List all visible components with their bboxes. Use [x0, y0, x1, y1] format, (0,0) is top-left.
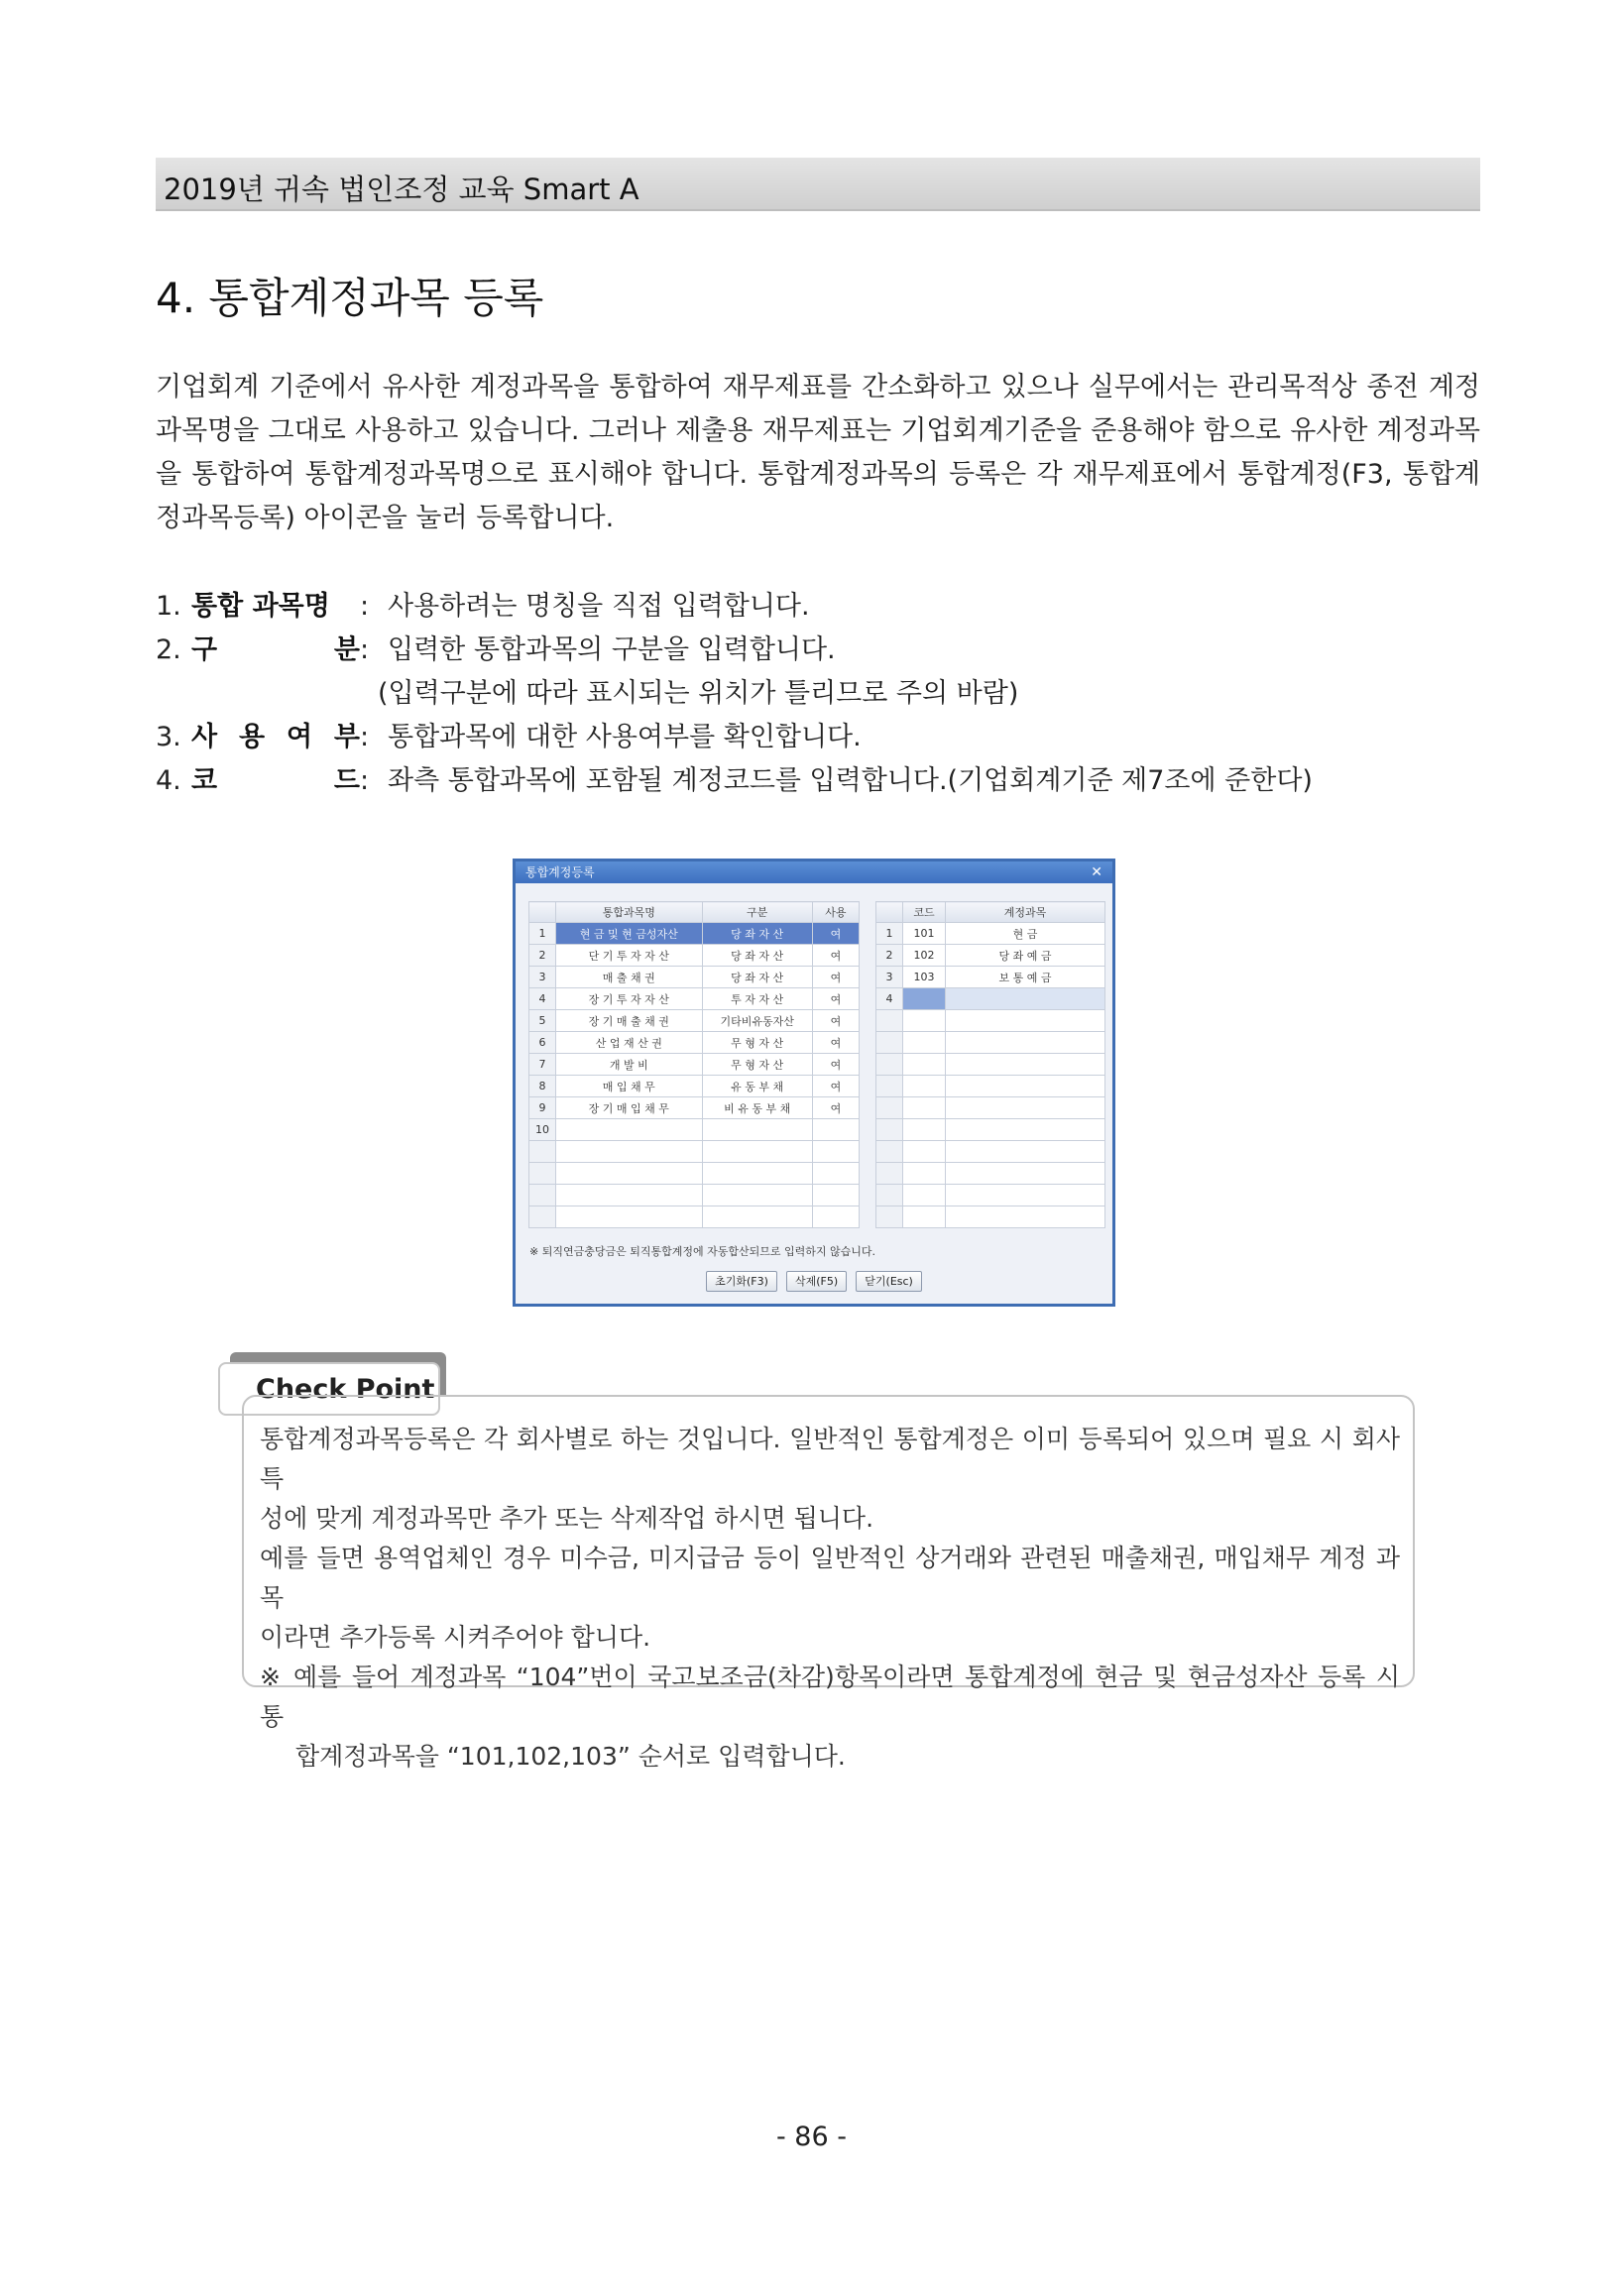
- row-number: [876, 1206, 903, 1228]
- account-name-cell[interactable]: 당 좌 예 금: [946, 945, 1105, 967]
- list-text: 통합과목에 대한 사용여부를 확인합니다.: [388, 722, 862, 752]
- row-number: [876, 1119, 903, 1141]
- list-number: 1.: [156, 591, 181, 622]
- list-item: 4. 코 드 : 좌측 통합과목에 포함될 계정코드를 입력합니다.(기업회계기준 제7조에 준한다): [156, 759, 1480, 803]
- integrated-name-cell[interactable]: [556, 1185, 702, 1206]
- list-label: 사 용 여 부: [191, 722, 360, 752]
- checkpoint-line: 통합계정과목등록은 각 회사별로 하는 것입니다. 일반적인 통합계정은 이미 등록되어 있으며 필요 시 회사 특: [260, 1425, 1400, 1493]
- account-name-cell[interactable]: [946, 988, 1105, 1010]
- type-cell[interactable]: 무 형 자 산: [702, 1054, 812, 1076]
- row-number: [529, 1206, 556, 1228]
- type-cell[interactable]: 당 좌 자 산: [702, 967, 812, 988]
- list-label: 구 분: [191, 634, 360, 665]
- integrated-name-cell[interactable]: [556, 1141, 702, 1163]
- row-number: [876, 1163, 903, 1185]
- account-name-cell[interactable]: [946, 1097, 1105, 1119]
- code-cell[interactable]: [903, 1076, 946, 1097]
- dialog-title: 통합계정등록: [525, 865, 595, 879]
- use-cell[interactable]: [812, 1185, 859, 1206]
- intro-line: 정과목등록) 아이콘을 눌러 등록합니다.: [156, 503, 615, 533]
- list-item: 1. 통합 과목명 : 사용하려는 명칭을 직접 입력합니다.: [156, 585, 1480, 629]
- account-name-cell[interactable]: [946, 1185, 1105, 1206]
- code-cell[interactable]: 103: [903, 967, 946, 988]
- list-number: 4.: [156, 765, 181, 796]
- account-name-cell[interactable]: [946, 1076, 1105, 1097]
- table-row[interactable]: [529, 1185, 860, 1206]
- close-button[interactable]: 닫기(Esc): [856, 1271, 922, 1292]
- row-number: 1: [876, 923, 903, 945]
- table-row[interactable]: [529, 1163, 860, 1185]
- list-label: 통합 과목명: [191, 591, 330, 622]
- reset-button[interactable]: 초기화(F3): [706, 1271, 777, 1292]
- use-cell[interactable]: 여: [812, 1032, 859, 1054]
- type-cell[interactable]: 투 자 자 산: [702, 988, 812, 1010]
- list-text: 입력한 통합과목의 구분을 입력합니다.: [388, 634, 836, 665]
- column-header[interactable]: 코드: [903, 902, 946, 923]
- table-row[interactable]: [529, 1119, 860, 1141]
- use-cell[interactable]: 여: [812, 1076, 859, 1097]
- column-header[interactable]: 사용: [812, 902, 859, 923]
- code-cell[interactable]: [903, 1054, 946, 1076]
- row-number: [529, 1141, 556, 1163]
- integrated-name-cell[interactable]: 산 업 재 산 권: [556, 1032, 702, 1054]
- account-name-cell[interactable]: 현 금: [946, 923, 1105, 945]
- code-cell[interactable]: 102: [903, 945, 946, 967]
- type-cell[interactable]: [702, 1185, 812, 1206]
- table-row[interactable]: [876, 967, 1105, 988]
- table-row[interactable]: [876, 1119, 1105, 1141]
- row-number: 1: [529, 923, 556, 945]
- use-cell[interactable]: [812, 1141, 859, 1163]
- integrated-name-cell[interactable]: 매 입 채 무: [556, 1076, 702, 1097]
- code-cell[interactable]: [903, 1032, 946, 1054]
- checkpoint-text: [260, 1420, 1400, 1777]
- intro-line: 을 통합하여 통합계정과목명으로 표시해야 합니다. 통합계정과목의 등록은 각 재무제표에서 통합계정(F3, 통합계: [156, 459, 1480, 490]
- use-cell[interactable]: 여: [812, 923, 859, 945]
- type-cell[interactable]: 기타비유동자산: [702, 1010, 812, 1032]
- table-row[interactable]: [529, 923, 860, 945]
- list-label: 코 드: [191, 765, 360, 796]
- row-number: [876, 1010, 903, 1032]
- type-cell[interactable]: [702, 1163, 812, 1185]
- checkpoint-line: 예를 들면 용역업체인 경우 미수금, 미지급금 등이 일반적인 상거래와 관련된 매출채권, 매입채무 계정 과목: [260, 1544, 1400, 1612]
- account-name-cell[interactable]: [946, 1010, 1105, 1032]
- row-number: 10: [529, 1119, 556, 1141]
- code-cell[interactable]: [903, 1010, 946, 1032]
- table-row[interactable]: [529, 1206, 860, 1228]
- use-cell[interactable]: 여: [812, 988, 859, 1010]
- code-cell[interactable]: [903, 1163, 946, 1185]
- column-header[interactable]: 계정과목: [946, 902, 1105, 923]
- row-number: 9: [529, 1097, 556, 1119]
- code-cell[interactable]: [903, 988, 946, 1010]
- use-cell[interactable]: [812, 1163, 859, 1185]
- row-number: [876, 1097, 903, 1119]
- row-number: 2: [529, 945, 556, 967]
- table-row[interactable]: [876, 1141, 1105, 1163]
- code-cell[interactable]: [903, 1097, 946, 1119]
- intro-paragraph: [156, 366, 1480, 540]
- checkpoint-line: 합계정과목을 “101,102,103” 순서로 입력합니다.: [295, 1742, 846, 1771]
- row-number: 7: [529, 1054, 556, 1076]
- table-row[interactable]: [876, 923, 1105, 945]
- document-header: [156, 158, 1480, 211]
- integrated-name-cell[interactable]: [556, 1119, 702, 1141]
- table-row[interactable]: [876, 1163, 1105, 1185]
- list-text: 좌측 통합과목에 포함될 계정코드를 입력합니다.(기업회계기준 제7조에 준한다): [388, 765, 1313, 796]
- row-number: 6: [529, 1032, 556, 1054]
- account-name-cell[interactable]: [946, 1141, 1105, 1163]
- code-cell[interactable]: [903, 1141, 946, 1163]
- use-cell[interactable]: 여: [812, 1010, 859, 1032]
- account-name-cell[interactable]: 보 통 예 금: [946, 967, 1105, 988]
- row-number: 5: [529, 1010, 556, 1032]
- row-number: [529, 1185, 556, 1206]
- close-icon[interactable]: ✕: [1091, 864, 1102, 880]
- checkpoint-line: 이라면 추가등록 시켜주어야 합니다.: [260, 1623, 651, 1652]
- column-header[interactable]: 통합과목명: [556, 902, 702, 923]
- account-name-cell[interactable]: [946, 1054, 1105, 1076]
- use-cell[interactable]: [812, 1119, 859, 1141]
- checkpoint-title: Check Point: [256, 1374, 435, 1405]
- table-row[interactable]: [876, 1032, 1105, 1054]
- integrated-name-cell[interactable]: [556, 1163, 702, 1185]
- row-number: [876, 1141, 903, 1163]
- type-cell[interactable]: 당 좌 자 산: [702, 945, 812, 967]
- row-number: 4: [529, 988, 556, 1010]
- integrated-name-cell[interactable]: 장 기 매 입 채 무: [556, 1097, 702, 1119]
- code-cell[interactable]: [903, 1185, 946, 1206]
- integrated-account-table: [528, 901, 860, 1228]
- type-cell[interactable]: 유 동 부 채: [702, 1076, 812, 1097]
- integrated-name-cell[interactable]: 개 발 비: [556, 1054, 702, 1076]
- table-row[interactable]: [529, 1097, 860, 1119]
- use-cell[interactable]: [812, 1206, 859, 1228]
- checkpoint-line: ※ 예를 들어 계정과목 “104”번이 국고보조금(차감)항목이라면 통합계정에 현금 및 현금성자산 등록 시 통: [260, 1663, 1400, 1731]
- integrated-name-cell[interactable]: 단 기 투 자 자 산: [556, 945, 702, 967]
- code-cell[interactable]: [903, 1206, 946, 1228]
- list-item: 2. 구 분 : 입력한 통합과목의 구분을 입력합니다.: [156, 629, 1480, 672]
- table-row[interactable]: [529, 967, 860, 988]
- dialog-note: ※ 퇴직연금충당금은 퇴직통합계정에 자동합산되므로 입력하지 않습니다.: [529, 1245, 875, 1258]
- table-row[interactable]: [876, 1010, 1105, 1032]
- dialog-button-bar: [516, 1270, 1112, 1292]
- table-row[interactable]: [876, 1054, 1105, 1076]
- type-cell[interactable]: [702, 1119, 812, 1141]
- list-text: 사용하려는 명칭을 직접 입력합니다.: [388, 591, 810, 622]
- row-number: [529, 1163, 556, 1185]
- integrated-name-cell[interactable]: [556, 1206, 702, 1228]
- type-cell[interactable]: 비 유 동 부 채: [702, 1097, 812, 1119]
- account-name-cell[interactable]: [946, 1163, 1105, 1185]
- table-row[interactable]: [529, 988, 860, 1010]
- row-number: 3: [876, 967, 903, 988]
- intro-line: 과목명을 그대로 사용하고 있습니다. 그러나 제출용 재무제표는 기업회계기준을 준용해야 함으로 유사한 계정과목: [156, 415, 1480, 446]
- table-row[interactable]: [529, 1010, 860, 1032]
- code-cell[interactable]: [903, 1119, 946, 1141]
- account-code-table: [875, 901, 1105, 1228]
- header-title: 2019년 귀속 법인조정 교육 Smart A: [164, 172, 639, 206]
- checkpoint-line: 성에 맞게 계정과목만 추가 또는 삭제작업 하시면 됩니다.: [260, 1504, 874, 1533]
- table-row[interactable]: [876, 1076, 1105, 1097]
- row-number: 2: [876, 945, 903, 967]
- type-cell[interactable]: 무 형 자 산: [702, 1032, 812, 1054]
- account-name-cell[interactable]: [946, 1119, 1105, 1141]
- integrated-name-cell[interactable]: 장 기 투 자 자 산: [556, 988, 702, 1010]
- table-row[interactable]: [876, 1097, 1105, 1119]
- integrated-name-cell[interactable]: 장 기 매 출 채 권: [556, 1010, 702, 1032]
- use-cell[interactable]: 여: [812, 1054, 859, 1076]
- intro-line: 기업회계 기준에서 유사한 계정과목을 통합하여 재무제표를 간소화하고 있으나 실무에서는 관리목적상 종전 계정: [156, 372, 1480, 402]
- column-header[interactable]: 구분: [702, 902, 812, 923]
- table-row[interactable]: [876, 945, 1105, 967]
- row-number: 8: [529, 1076, 556, 1097]
- code-cell[interactable]: 101: [903, 923, 946, 945]
- row-number: 3: [529, 967, 556, 988]
- table-row[interactable]: [529, 1054, 860, 1076]
- list-item: 3. 사 용 여 부 : 통합과목에 대한 사용여부를 확인합니다.: [156, 716, 1480, 759]
- table-row[interactable]: [876, 1206, 1105, 1228]
- integrated-account-dialog: [513, 859, 1115, 1307]
- account-name-cell[interactable]: [946, 1032, 1105, 1054]
- list-number: 2.: [156, 634, 181, 665]
- account-name-cell[interactable]: [946, 1206, 1105, 1228]
- list-item-continuation: (입력구분에 따라 표시되는 위치가 틀리므로 주의 바람): [378, 678, 1019, 709]
- row-number: [876, 1054, 903, 1076]
- table-row[interactable]: [529, 1032, 860, 1054]
- table-row[interactable]: [529, 1141, 860, 1163]
- table-row[interactable]: [876, 1185, 1105, 1206]
- table-row[interactable]: [529, 945, 860, 967]
- table-row[interactable]: [529, 1076, 860, 1097]
- section-title: 4. 통합계정과목 등록: [156, 274, 544, 322]
- type-cell[interactable]: [702, 1141, 812, 1163]
- row-number: [876, 1076, 903, 1097]
- row-number: [876, 1185, 903, 1206]
- type-cell[interactable]: 당 좌 자 산: [702, 923, 812, 945]
- dialog-titlebar: [516, 861, 1112, 883]
- field-description-list: [156, 585, 1480, 803]
- list-number: 3.: [156, 722, 181, 752]
- delete-button[interactable]: 삭제(F5): [786, 1271, 847, 1292]
- use-cell[interactable]: 여: [812, 1097, 859, 1119]
- row-number: [876, 1032, 903, 1054]
- table-row[interactable]: [876, 988, 1105, 1010]
- integrated-name-cell[interactable]: 현 금 및 현 금성자산: [556, 923, 702, 945]
- type-cell[interactable]: [702, 1206, 812, 1228]
- integrated-name-cell[interactable]: 매 출 채 권: [556, 967, 702, 988]
- row-number: 4: [876, 988, 903, 1010]
- use-cell[interactable]: 여: [812, 967, 859, 988]
- page-number: - 86 -: [775, 2122, 847, 2152]
- use-cell[interactable]: 여: [812, 945, 859, 967]
